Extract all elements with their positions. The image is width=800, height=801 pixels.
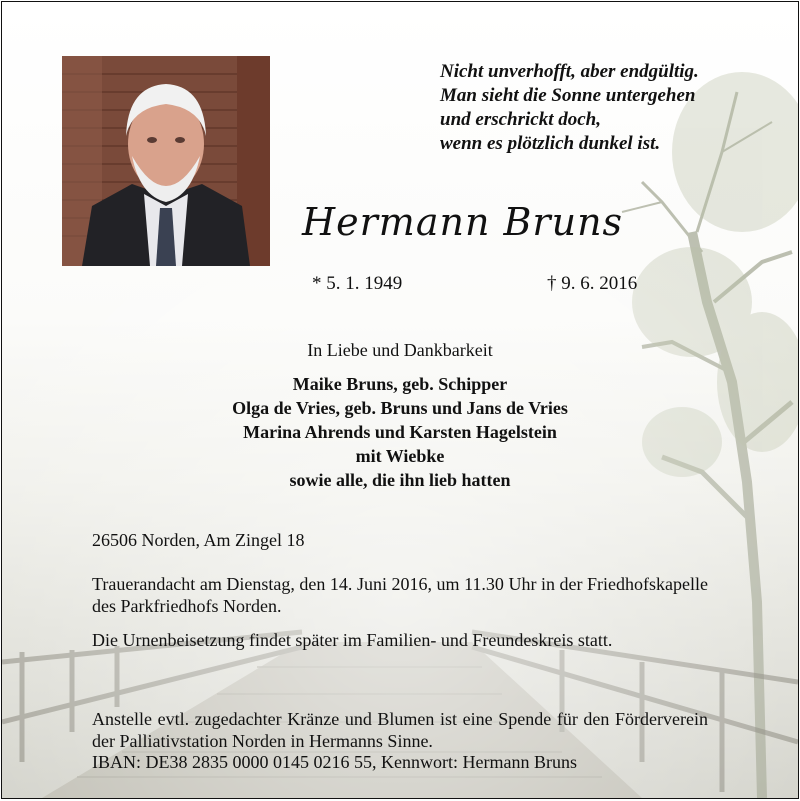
donation-info: Anstelle evtl. zugedachter Kränze und Blumen ist eine Spende für den Förderverein der Palliativstation Norden in Hermanns Sinne. <box>92 709 708 751</box>
poem-line: wenn es plötzlich dunkel ist. <box>440 133 661 154</box>
address: 26506 Norden, Am Zingel 18 <box>92 530 305 550</box>
poem-line: und erschrickt doch, <box>440 109 601 130</box>
memorial-poem <box>440 60 780 156</box>
birth-date: * 5. 1. 1949 <box>312 273 403 294</box>
mourners-list <box>2 372 798 492</box>
burial-info: Die Urnenbeisetzung findet später im Familien- und Freundeskreis statt. <box>92 630 613 650</box>
portrait-photo <box>62 56 270 266</box>
death-date: † 9. 6. 2016 <box>547 273 638 294</box>
mourner-line: Olga de Vries, geb. Bruns und Jans de Vries <box>232 398 568 418</box>
mourner-line: Maike Bruns, geb. Schipper <box>292 374 508 394</box>
mourners-intro: In Liebe und Dankbarkeit <box>307 340 493 360</box>
poem-line: Nicht unverhofft, aber endgültig. <box>440 61 699 82</box>
mourner-line: mit Wiebke <box>355 446 445 466</box>
iban-info: IBAN: DE38 2835 0000 0145 0216 55, Kennwort: Hermann Bruns <box>92 752 577 772</box>
obituary-card <box>1 1 799 799</box>
mourner-line: sowie alle, die ihn lieb hatten <box>289 470 511 490</box>
deceased-name: Hermann Bruns <box>302 200 624 244</box>
service-info: Trauerandacht am Dienstag, den 14. Juni 2016, um 11.30 Uhr in der Friedhofskapelle des Parkfriedhofs Norden. <box>92 574 708 616</box>
poem-line: Man sieht die Sonne untergehen <box>440 85 696 106</box>
mourner-line: Marina Ahrends und Karsten Hagelstein <box>243 422 557 442</box>
